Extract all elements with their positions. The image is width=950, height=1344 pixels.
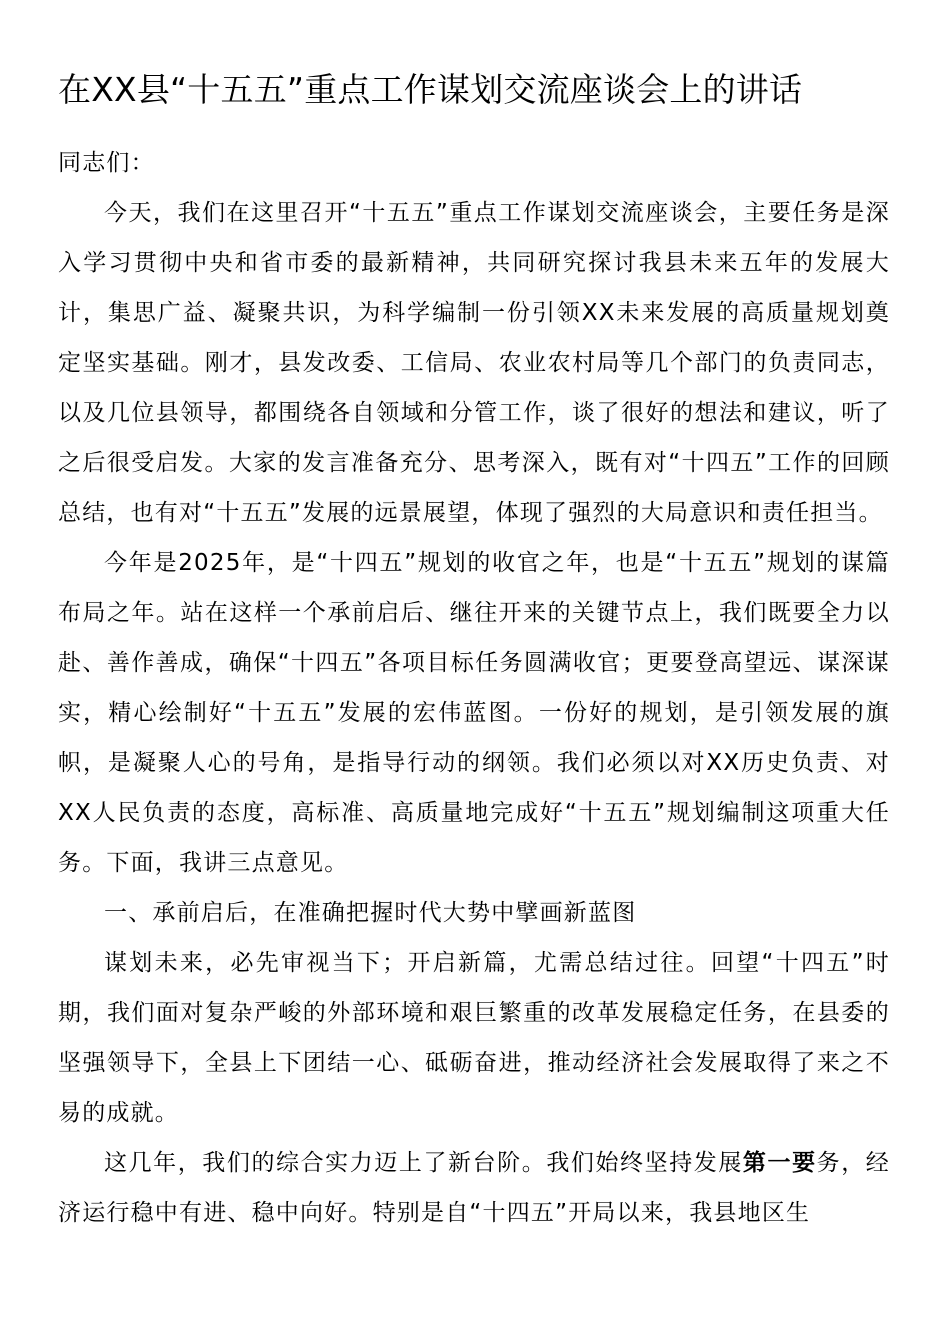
bold-emphasis: 第一要 [742, 1150, 817, 1176]
paragraph-context: 今年是2025年，是“十四五”规划的收官之年，也是“十五五”规划的谋篇布局之年。站在这样一个承前启后、继往开来的关键节点上，我们既要全力以赴、善作善成，确保“十四五”各项目标任务圆满收官；更要登高望远、谋深谋实，精心绘制好“十五五”发展的宏伟蓝图。一份好的规划，是引领发展的旗帜，是凝聚人心的号角，是指导行动的纲领。我们必须以对XX历史负责、对XX人民负责的态度，高标准、高质量地完成好“十五五”规划编制这项重大任务。下面，我讲三点意见。 [58, 550, 890, 876]
paragraph-achievements [58, 1138, 890, 1238]
paragraph-section-intro: 谋划未来，必先审视当下；开启新篇，尤需总结过往。回望“十四五”时期，我们面对复杂严峻的外部环境和艰巨繁重的改革发展稳定任务，在县委的坚强领导下，全县上下团结一心、砥砺奋进，推动经济社会发展取得了来之不易的成就。 [58, 950, 890, 1126]
document-body [58, 138, 890, 1238]
paragraph-opening: 今天，我们在这里召开“十五五”重点工作谋划交流座谈会，主要任务是深入学习贯彻中央和省市委的最新精神，共同研究探讨我县未来五年的发展大计，集思广益、凝聚共识，为科学编制一份引领XX未来发展的高质量规划奠定坚实基础。刚才，县发改委、工信局、农业农村局等几个部门的负责同志，以及几位县领导，都围绕各自领域和分管工作，谈了很好的想法和建议，听了之后很受启发。大家的发言准备充分、思考深入，既有对“十四五”工作的回顾总结，也有对“十五五”发展的远景展望，体现了强烈的大局意识和责任担当。 [58, 200, 890, 526]
salutation: 同志们： [58, 150, 155, 176]
section-heading: 一、承前启后，在准确把握时代大势中擘画新蓝图 [104, 900, 637, 926]
document-title: 在XX县“十五五”重点工作谋划交流座谈会上的讲话 [58, 70, 803, 109]
document-page [58, 62, 890, 1238]
paragraph-text-after: 务，经济运行稳中有进、稳中向好。特别是自“十四五”开局以来，我县地区生 [58, 1150, 891, 1226]
paragraph-text-before: 这几年，我们的综合实力迈上了新台阶。我们始终坚持发展 [104, 1150, 743, 1176]
